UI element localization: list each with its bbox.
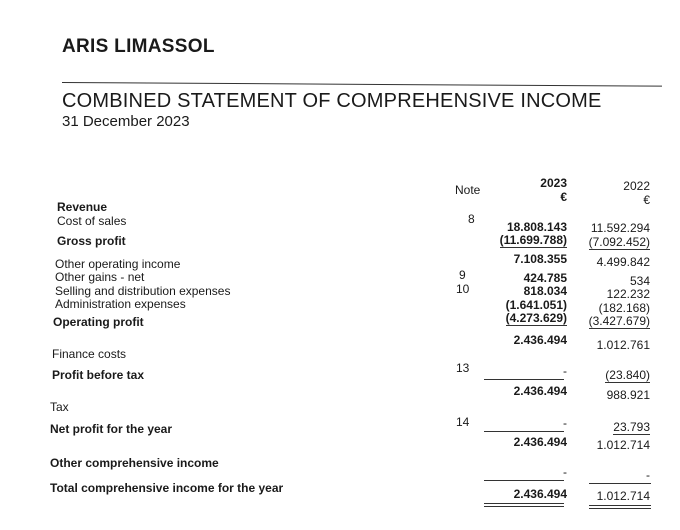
finance-costs-current-rule [484,379,564,380]
gross-profit-current: (11.699.788) [499,233,567,247]
finance-costs-note: 13 [456,361,470,375]
other-operating-income-label: Other operating income [55,257,181,271]
administration-current: (1.641.051) [505,298,567,312]
total-current-double-rule-1 [484,503,564,504]
total-current-double-rule-2 [484,506,564,507]
year-prior-header: 2022 [623,179,650,193]
other-operating-income-current: 7.108.355 [513,252,567,266]
total-prior-double-rule-2 [589,508,651,509]
other-gains-current: 424.785 [523,271,567,285]
selling-distribution-current: 818.034 [523,284,567,298]
finance-costs-current: - [563,364,567,378]
cost-of-sales-current: 18.808.143 [506,220,567,234]
other-operating-income-prior: 4.499.842 [596,255,650,269]
finance-costs-prior: (23.840) [605,368,650,382]
other-gains-label: Other gains - net [55,270,145,284]
selling-distribution-note: 10 [456,282,470,296]
total-comprehensive-prior: 1.012.714 [596,489,650,503]
cost-of-sales-note: 8 [468,212,475,226]
other-comprehensive-prior: - [646,468,650,482]
revenue-label: Revenue [57,200,108,214]
profit-before-tax-label: Profit before tax [52,368,145,382]
operating-profit-label: Operating profit [53,315,144,329]
other-gains-note: 9 [459,268,466,282]
company-name: ARIS LIMASSOL [62,36,215,57]
total-comprehensive-current: 2.436.494 [513,487,567,501]
operating-profit-current: (4.273.629) [505,311,567,325]
other-gains-prior: 534 [629,274,650,288]
administration-label: Administration expenses [55,297,186,311]
other-comprehensive-current: - [563,465,567,479]
profit-before-tax-prior: 988.921 [606,388,650,402]
tax-current: - [563,416,567,430]
other-comprehensive-prior-rule [589,483,651,484]
tax-current-rule [484,431,564,432]
net-profit-current: 2.436.494 [513,435,567,449]
tax-prior: 23.793 [613,420,650,434]
other-comprehensive-label: Other comprehensive income [50,456,219,470]
tax-label: Tax [50,400,69,414]
administration-prior: (182.168) [598,301,650,315]
statement-title: COMBINED STATEMENT OF COMPREHENSIVE INCOME [62,90,602,112]
currency-current-header: € [560,190,567,204]
selling-distribution-prior: 122.232 [606,287,650,301]
net-profit-prior: 1.012.714 [596,438,650,452]
total-prior-double-rule-1 [589,505,651,506]
selling-distribution-label: Selling and distribution expenses [55,284,231,298]
finance-costs-label: Finance costs [52,347,127,361]
operating-profit-prior: (3.427.679) [588,314,650,328]
title-rule [62,82,662,87]
currency-prior-header: € [643,193,650,207]
gross-profit-label: Gross profit [57,234,126,248]
gross-profit-prior: (7.092.452) [588,235,650,249]
net-profit-label: Net profit for the year [50,422,173,436]
cost-of-sales-label: Cost of sales [57,214,127,228]
cost-of-sales-prior: 11.592.294 [590,221,650,235]
profit-before-tax-current: 2.436.494 [513,384,567,398]
other-comprehensive-current-rule [484,480,564,481]
after-operating-current: 2.436.494 [513,333,567,347]
after-operating-prior: 1.012.761 [596,338,650,352]
tax-note: 14 [456,415,470,429]
note-column-header: Note [455,183,481,197]
year-current-header: 2023 [540,176,567,190]
statement-date: 31 December 2023 [62,113,190,130]
total-comprehensive-label: Total comprehensive income for the year [50,481,284,495]
